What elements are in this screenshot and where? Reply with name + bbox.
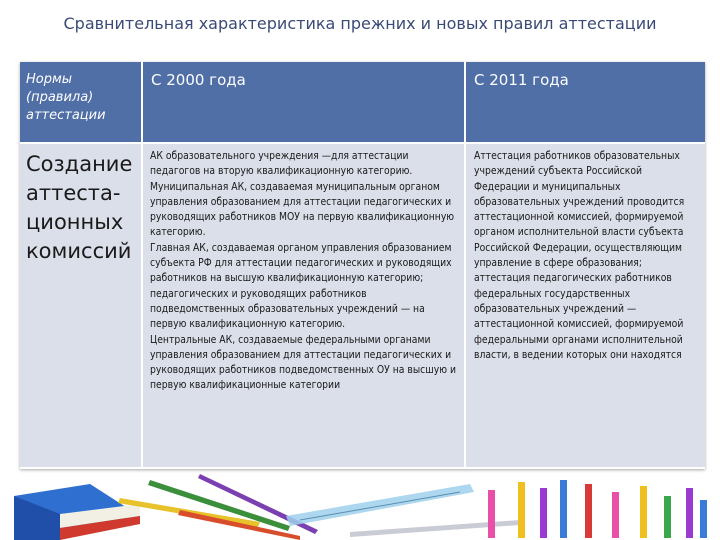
paragraph: АК образовательного учреждения —для аттестации педагогов на вторую квалификационную категорию. — [150, 150, 413, 178]
header-norms-line: аттестации — [26, 108, 106, 123]
pencils-icon — [118, 474, 318, 540]
cell-2011-commissions: Аттестация работников образовательных учреждений субъекта Российской Федерации и муниципальных образовательных учреждений проводится аттестационной комиссией, формируемой органом исполнительной власти субъекта Российской Федерации, осуществляющим управление в сфере образования; аттестация педагогических работников федеральных государственных образовательных учреждений — аттестационной комиссией, формируемой федеральными органами исполнительной власти, в ведении которых они находятся — [466, 144, 705, 467]
header-norms-line: Нормы — [26, 72, 73, 87]
paragraph: Центральные АК, создаваемые федеральными органами управления образованием для аттестации педагогических и руководящих работников подведомственных ОУ на высшую и первую квалификационные категории — [150, 333, 456, 392]
header-norms-line: (правила) — [26, 90, 94, 105]
row-label-line: комиссий — [26, 239, 132, 263]
header-2000: С 2000 года — [143, 62, 464, 142]
paragraph: Главная АК, создаваемая органом управления образованием субъекта РФ для аттестации педагогических и руководящих работников на высшую квалификационную категорию; педагогических и руководящих работников подведомственных образовательных учреждений — на первую квалификационную категорию. — [150, 241, 452, 331]
row-label-line: ционных — [26, 210, 124, 234]
paragraph: Муниципальная АК, создаваемая муниципальным органом управления образованием для аттестации педагогических и руководящих работников МОУ на первую квалификационную категорию. — [150, 180, 455, 239]
ruler-icon — [286, 484, 474, 526]
row-label-line: аттеста- — [26, 181, 121, 205]
school-supplies-illustration — [0, 470, 720, 540]
comparison-table — [20, 62, 705, 469]
row-label-line: Создание — [26, 152, 133, 176]
header-2011: С 2011 года — [466, 62, 705, 142]
markers-icon — [488, 480, 707, 538]
slide-title: Сравнительная характеристика прежних и новых правил аттестации — [63, 14, 657, 33]
book-icon — [14, 484, 140, 540]
row-label-commissions — [20, 144, 141, 467]
cell-2000-commissions — [143, 144, 464, 467]
header-norms — [20, 62, 141, 142]
